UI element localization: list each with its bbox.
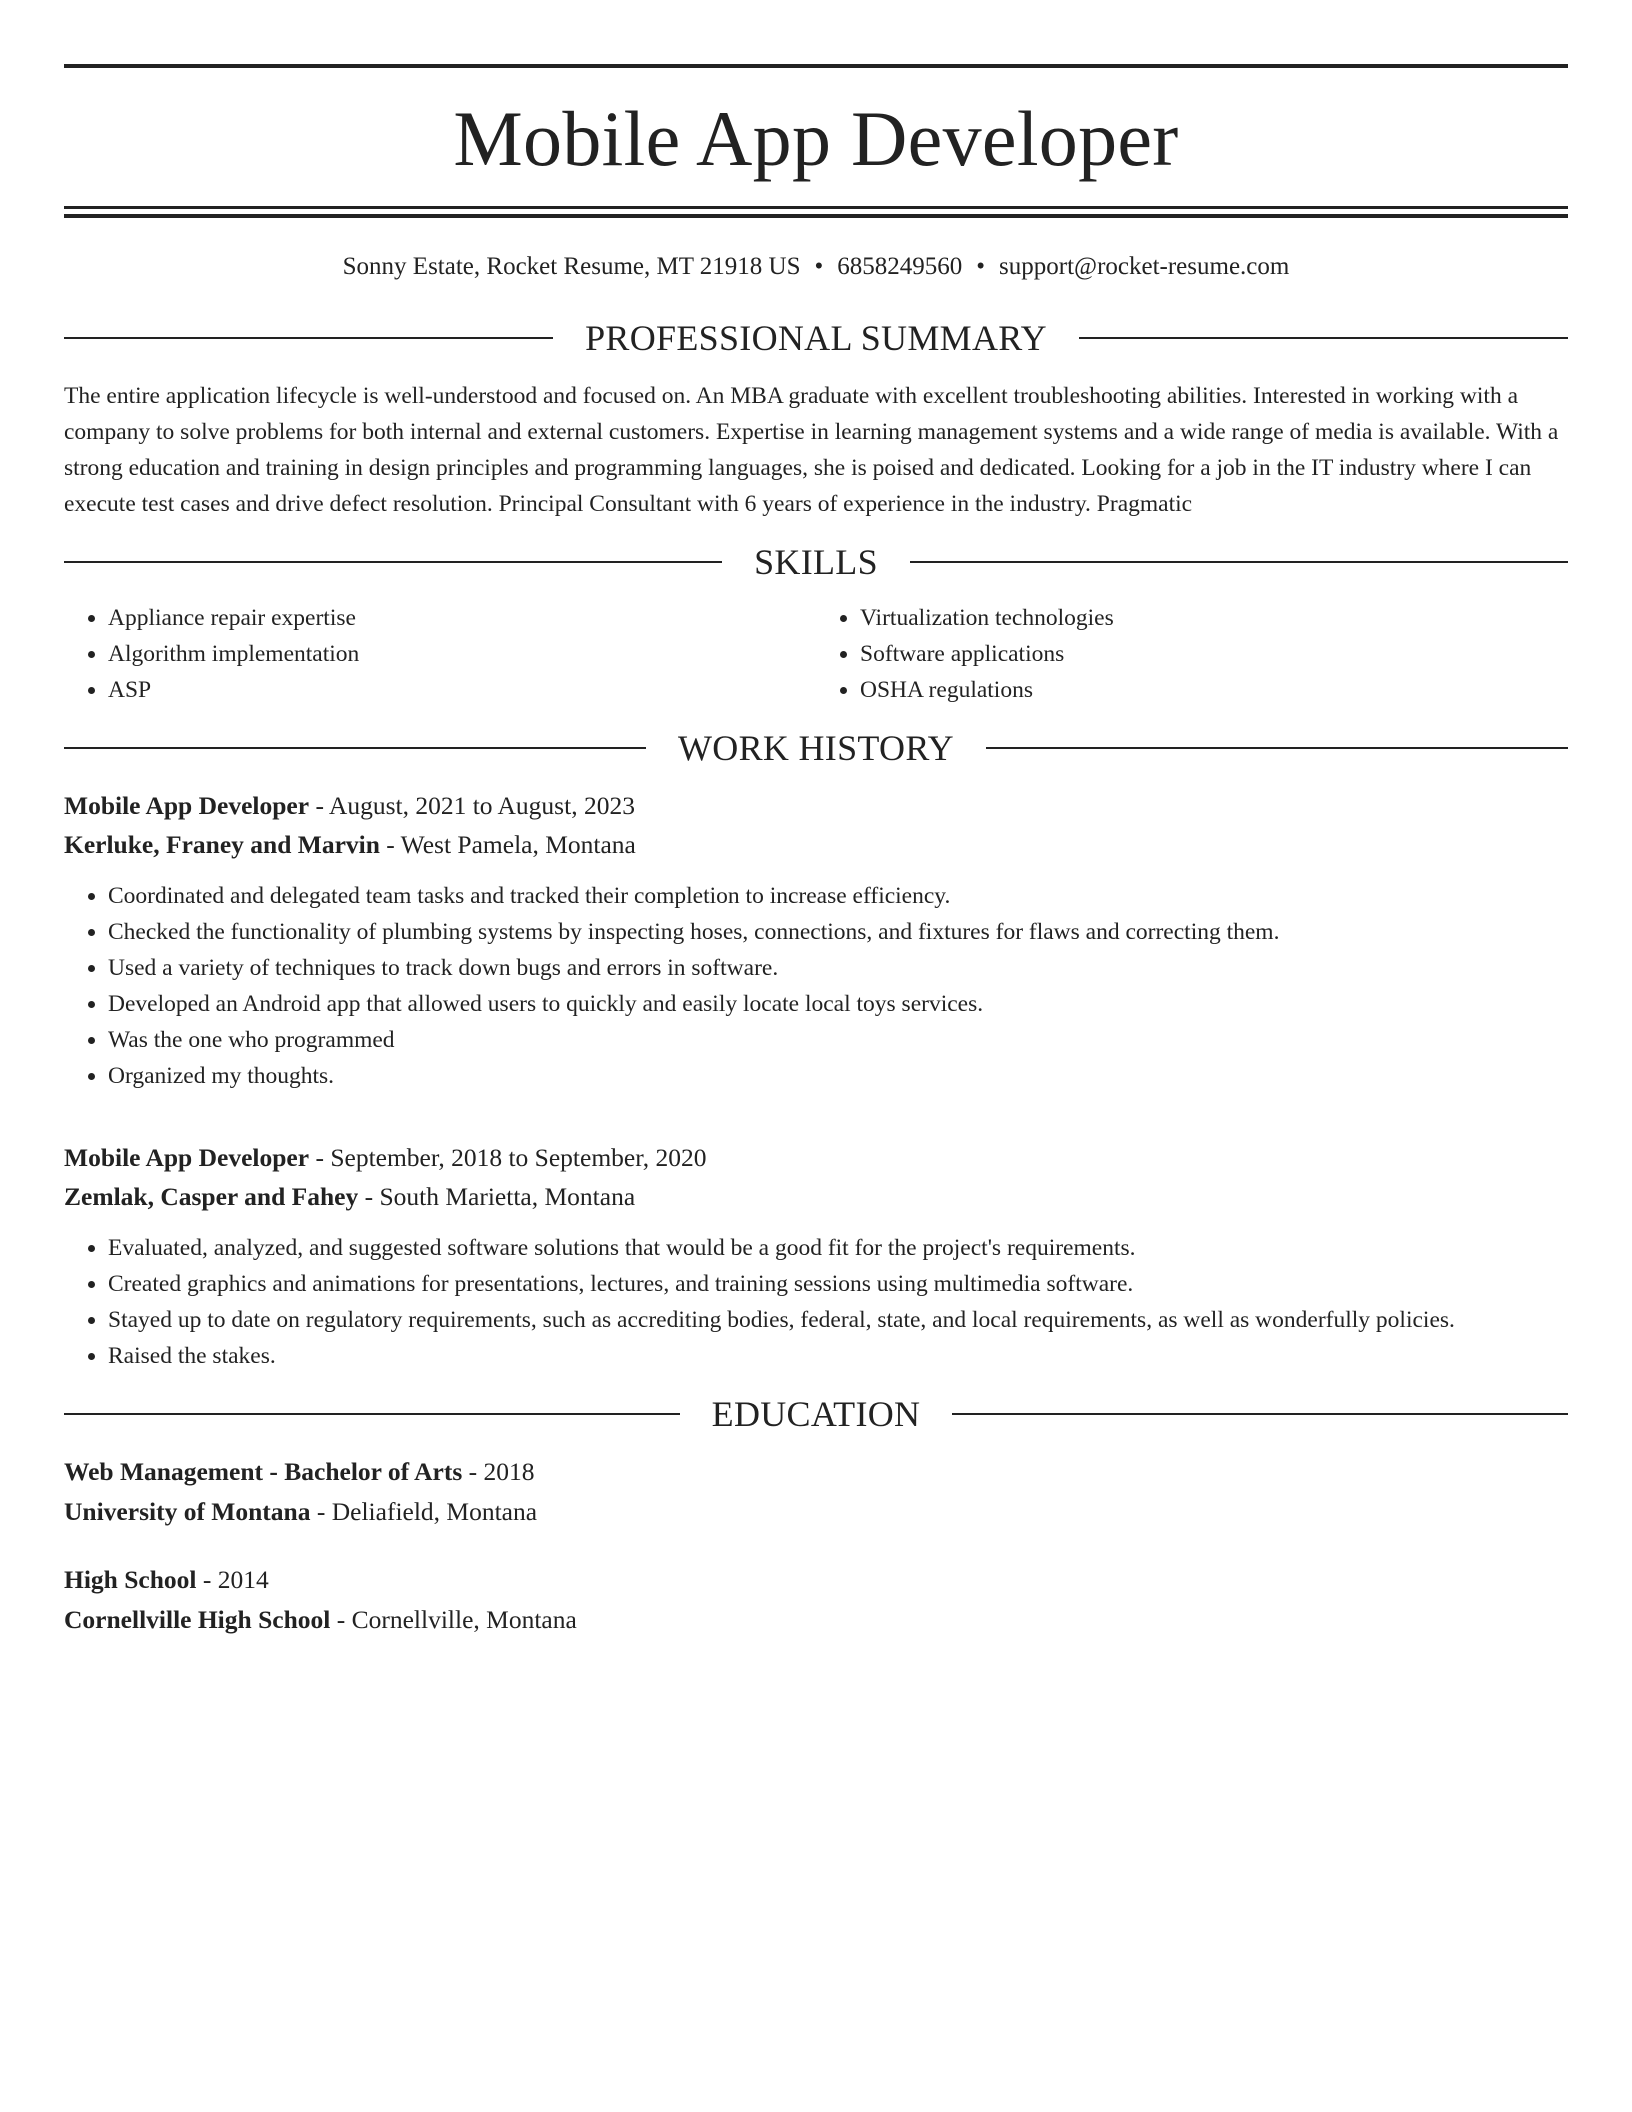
skill-item: • Virtualization technologies <box>860 600 1568 636</box>
contact-phone: 6858249560 <box>837 253 963 280</box>
school: Cornellville High School <box>64 1605 331 1634</box>
skills-list <box>64 600 1568 708</box>
work-heading: WORK HISTORY <box>678 728 954 768</box>
degree: High School <box>64 1565 197 1594</box>
skills-column-right <box>816 600 1568 708</box>
section-rule-right <box>1079 337 1568 339</box>
degree-year: - 2018 <box>462 1457 535 1486</box>
skills-heading: SKILLS <box>754 542 878 582</box>
job-bullet: • Was the one who programmed <box>108 1022 1568 1058</box>
skills-section-header <box>64 542 1568 582</box>
school-line <box>64 1492 1568 1532</box>
job-bullets <box>64 878 1568 1094</box>
job-company-line <box>64 1177 1568 1216</box>
education-section-header <box>64 1394 1568 1434</box>
job-bullet: • Stayed up to date on regulatory requirements, such as accrediting bodies, federal, state, and local requirements, as well as wonderfully policies. <box>108 1302 1568 1338</box>
job-title: Mobile App Developer <box>64 1143 310 1172</box>
section-rule-left <box>64 747 646 749</box>
resume-page <box>64 64 1568 1640</box>
skills-column-left <box>64 600 816 708</box>
job-bullet: • Organized my thoughts. <box>108 1058 1568 1094</box>
contact-address: Sonny Estate, Rocket Resume, MT 21918 US <box>342 253 801 280</box>
job-title-line <box>64 786 1568 825</box>
job-title: Mobile App Developer <box>64 791 310 820</box>
job-location: - South Marietta, Montana <box>358 1182 636 1211</box>
contact-separator: • <box>976 253 986 280</box>
job-bullet: • Raised the stakes. <box>108 1338 1568 1374</box>
title-double-rule <box>64 206 1568 218</box>
degree: Web Management - Bachelor of Arts <box>64 1457 463 1486</box>
job-bullet: • Created graphics and animations for presentations, lectures, and training sessions using multimedia software. <box>108 1266 1568 1302</box>
education-heading: EDUCATION <box>711 1394 921 1434</box>
section-rule-right <box>986 747 1568 749</box>
degree-year: - 2014 <box>196 1565 269 1594</box>
work-entry <box>64 786 1568 1094</box>
section-rule-right <box>952 1413 1568 1415</box>
summary-text: The entire application lifecycle is well-understood and focused on. An MBA graduate with excellent troubleshooting abilities. Interested in working with a company to solve problems for both internal and external customers. Expertise in learning management systems and a wide range of media is available. With a strong education and training in design principles and programming languages, she is poised and dedicated. Looking for a job in the IT industry where I can execute test cases and drive defect resolution. Principal Consultant with 6 years of experience in the industry. Pragmatic <box>64 383 1559 517</box>
job-location: - West Pamela, Montana <box>379 830 636 859</box>
contact-line <box>64 252 1568 282</box>
section-rule-left <box>64 561 722 563</box>
section-rule-left <box>64 1413 680 1415</box>
education-entry <box>64 1452 1568 1532</box>
school-line <box>64 1600 1568 1640</box>
school: University of Montana <box>64 1497 311 1526</box>
job-company: Kerluke, Franey and Marvin <box>64 830 380 859</box>
skill-item: • Appliance repair expertise <box>108 600 816 636</box>
job-dates: - September, 2018 to September, 2020 <box>309 1143 707 1172</box>
school-location: - Deliafield, Montana <box>310 1497 538 1526</box>
job-bullets <box>64 1230 1568 1374</box>
top-rule <box>64 64 1568 68</box>
skill-item: • OSHA regulations <box>860 672 1568 708</box>
job-company: Zemlak, Casper and Fahey <box>64 1182 359 1211</box>
skill-item: • ASP <box>108 672 816 708</box>
job-title-line <box>64 1138 1568 1177</box>
summary-heading: PROFESSIONAL SUMMARY <box>585 318 1047 358</box>
job-dates: - August, 2021 to August, 2023 <box>309 791 635 820</box>
job-bullet: • Evaluated, analyzed, and suggested software solutions that would be a good fit for the project's requirements. <box>108 1230 1568 1266</box>
section-rule-left <box>64 337 553 339</box>
job-bullet: • Checked the functionality of plumbing systems by inspecting hoses, connections, and fixtures for flaws and correcting them. <box>108 914 1568 950</box>
summary-section-header <box>64 318 1568 358</box>
section-rule-right <box>910 561 1568 563</box>
contact-separator: • <box>814 253 824 280</box>
resume-title: Mobile App Developer <box>453 95 1179 182</box>
school-location: - Cornellville, Montana <box>330 1605 577 1634</box>
job-bullet: • Used a variety of techniques to track down bugs and errors in software. <box>108 950 1568 986</box>
degree-line <box>64 1452 1568 1492</box>
job-company-line <box>64 825 1568 864</box>
education-entry <box>64 1560 1568 1640</box>
job-bullet: • Developed an Android app that allowed users to quickly and easily locate local toys services. <box>108 986 1568 1022</box>
work-entry <box>64 1138 1568 1374</box>
job-bullet: • Coordinated and delegated team tasks and tracked their completion to increase efficiency. <box>108 878 1568 914</box>
contact-email[interactable]: support@rocket-resume.com <box>999 253 1290 280</box>
skill-item: • Software applications <box>860 636 1568 672</box>
skill-item: • Algorithm implementation <box>108 636 816 672</box>
degree-line <box>64 1560 1568 1600</box>
work-section-header <box>64 728 1568 768</box>
